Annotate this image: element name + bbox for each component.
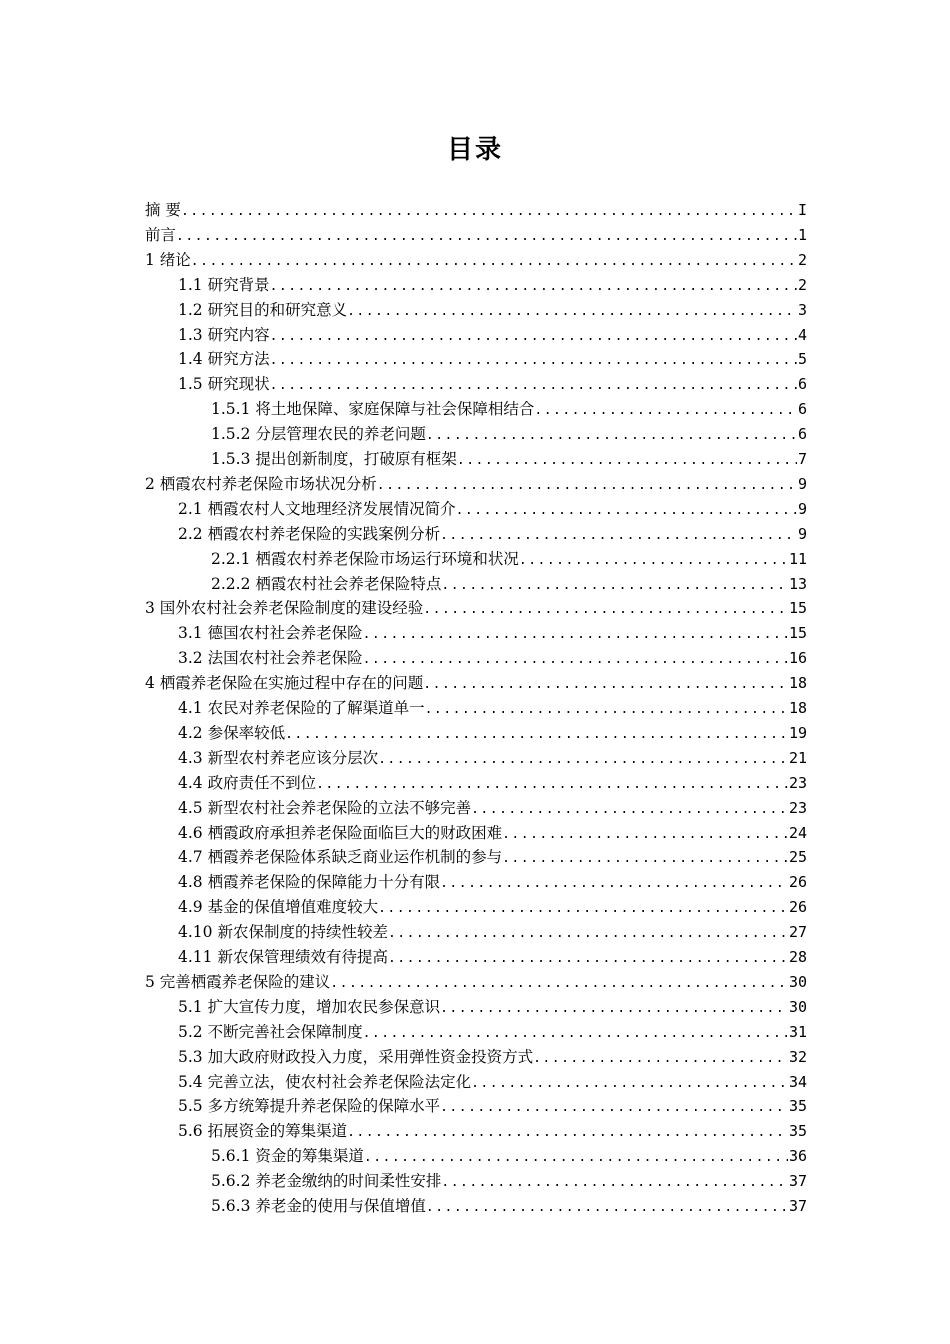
toc-entry-title: 5.6.2 养老金缴纳的时间柔性安排 [211,1169,441,1194]
toc-entry[interactable] [178,1119,807,1144]
toc-entry-title: 4.3 新型农村养老应该分层次 [178,746,378,771]
toc-entry-page-number: 28 [788,948,807,966]
toc-entry-title: 5.6.1 资金的筹集渠道 [211,1144,364,1169]
toc-entry-title: 4.11 新农保管理绩效有待提高 [178,945,388,970]
toc-entry-title: 4.9 基金的保值增值难度较大 [178,895,378,920]
toc-dot-leader [426,425,797,447]
toc-entry-title: 4.5 新型农村社会养老保险的立法不够完善 [178,796,471,821]
toc-entry[interactable] [178,870,807,895]
toc-entry-page-number: 18 [788,699,807,717]
toc-dot-leader [270,350,797,372]
toc-entry-title: 1.1 研究背景 [178,273,270,298]
toc-entry-title: 1.5 研究现状 [178,372,270,397]
toc-entry[interactable] [211,1169,807,1194]
toc-dot-leader [378,898,788,920]
toc-entry-title: 1.3 研究内容 [178,323,270,348]
toc-entry-title: 5.6.3 养老金的使用与保值增值 [211,1194,426,1219]
toc-entry-page-number: 11 [788,550,807,568]
toc-entry-title: 2 栖霞农村养老保险市场状况分析 [145,472,377,497]
toc-dot-leader [330,973,788,995]
toc-entry-title: 1.5.2 分层管理农民的养老问题 [211,422,426,447]
toc-entry[interactable] [178,323,807,348]
toc-entry-page-number: 32 [788,1048,807,1066]
toc-entry-page-number: 16 [788,649,807,667]
toc-entry-title: 4.1 农民对养老保险的了解渠道单一 [178,696,425,721]
toc-entry[interactable] [178,522,807,547]
toc-dot-leader [181,201,797,223]
toc-entry[interactable] [145,472,807,497]
toc-entry-title: 1 绪论 [145,248,191,273]
toc-dot-leader [316,774,788,796]
toc-entry[interactable] [145,596,807,621]
toc-dot-leader [456,500,797,522]
toc-entry[interactable] [178,821,807,846]
toc-dot-leader [440,525,797,547]
toc-dot-leader [347,301,797,323]
toc-dot-leader [363,1023,788,1045]
toc-dot-leader [176,226,797,248]
toc-entry[interactable] [211,397,807,422]
toc-entry[interactable] [211,1194,807,1219]
toc-entry-page-number: 9 [797,500,807,518]
toc-dot-leader [534,400,797,422]
toc-dot-leader [388,948,788,970]
toc-entry[interactable] [211,422,807,447]
toc-entry-page-number: 6 [797,425,807,443]
toc-dot-leader [502,824,788,846]
toc-entry[interactable] [178,995,807,1020]
toc-entry[interactable] [178,920,807,945]
toc-entry[interactable] [145,223,807,248]
toc-entry-page-number: 7 [797,450,807,468]
toc-entry[interactable] [211,547,807,572]
toc-dot-leader [533,1048,788,1070]
toc-entry[interactable] [178,1070,807,1095]
toc-entry[interactable] [178,796,807,821]
toc-entry-title: 4.8 栖霞养老保险的保障能力十分有限 [178,870,440,895]
toc-dot-leader [377,475,797,497]
toc-entry-page-number: 34 [788,1073,807,1091]
toc-entry-page-number: 15 [788,624,807,642]
toc-entry[interactable] [211,447,807,472]
toc-entry-page-number: 24 [788,824,807,842]
toc-entry-page-number: 6 [797,400,807,418]
toc-entry-title: 5.3 加大政府财政投入力度，采用弹性资金投资方式 [178,1045,533,1070]
toc-entry-page-number: 15 [788,599,807,617]
toc-entry-page-number: 26 [788,898,807,916]
toc-entry-title: 5.2 不断完善社会保障制度 [178,1020,363,1045]
toc-entry[interactable] [178,347,807,372]
toc-entry-page-number: 2 [797,251,807,269]
toc-dot-leader [270,375,797,397]
toc-entry-page-number: 19 [788,724,807,742]
toc-entry-title: 1.5.1 将土地保障、家庭保障与社会保障相结合 [211,397,534,422]
toc-dot-leader [363,624,788,646]
toc-dot-leader [363,649,788,671]
toc-dot-leader [471,1073,788,1095]
toc-entry-page-number: 26 [788,873,807,891]
toc-dot-leader [423,674,788,696]
toc-entry-page-number: 25 [788,848,807,866]
toc-entry-title: 4.4 政府责任不到位 [178,771,316,796]
toc-dot-leader [423,599,788,621]
toc-entry[interactable] [178,1094,807,1119]
toc-entry[interactable] [178,1020,807,1045]
toc-entry-page-number: 23 [788,799,807,817]
toc-entry-page-number: 36 [788,1147,807,1165]
toc-entry-page-number: 2 [797,276,807,294]
toc-entry-title: 4 栖霞养老保险在实施过程中存在的问题 [145,671,423,696]
toc-dot-leader [191,251,797,273]
toc-entry-page-number: 13 [788,575,807,593]
toc-entry-title: 1.2 研究目的和研究意义 [178,298,347,323]
toc-dot-leader [457,450,797,472]
toc-entry-title: 2.1 栖霞农村人文地理经济发展情况简介 [178,497,456,522]
toc-entry-title: 4.7 栖霞养老保险体系缺乏商业运作机制的参与 [178,845,502,870]
toc-dot-leader [440,1097,788,1119]
toc-entry[interactable] [145,970,807,995]
toc-entry[interactable] [178,895,807,920]
toc-dot-leader [347,1122,788,1144]
toc-dot-leader [440,873,788,895]
toc-dot-leader [471,799,788,821]
toc-entry-title: 2.2 栖霞农村养老保险的实践案例分析 [178,522,440,547]
toc-entry[interactable] [178,273,807,298]
toc-entry-title: 1.5.3 提出创新制度，打破原有框架 [211,447,457,472]
toc-entry-page-number: 5 [797,350,807,368]
toc-entry-page-number: 23 [788,774,807,792]
toc-entry[interactable] [178,298,807,323]
toc-entry[interactable] [145,198,807,223]
toc-entry-title: 5 完善栖霞养老保险的建议 [145,970,330,995]
toc-entry[interactable] [178,746,807,771]
toc-entry-page-number: 37 [788,1197,807,1215]
toc-dot-leader [519,550,788,572]
toc-entry-page-number: 35 [788,1097,807,1115]
toc-entry-title: 4.10 新农保制度的持续性较差 [178,920,388,945]
toc-entry-title: 5.5 多方统筹提升养老保险的保障水平 [178,1094,440,1119]
toc-entry-page-number: 1 [797,226,807,244]
toc-entry-title: 4.6 栖霞政府承担养老保险面临巨大的财政困难 [178,821,502,846]
toc-dot-leader [426,1197,788,1219]
toc-entry[interactable] [178,621,807,646]
toc-entry-title: 3 国外农村社会养老保险制度的建设经验 [145,596,423,621]
toc-entry-page-number: 31 [788,1023,807,1041]
toc-entry-page-number: 18 [788,674,807,692]
toc-entry-title: 前言 [145,223,176,248]
toc-entry-page-number: 4 [797,326,807,344]
toc-dot-leader [388,923,788,945]
toc-dot-leader [270,276,797,298]
toc-entry[interactable] [178,845,807,870]
toc-entry-title: 5.1 扩大宣传力度，增加农民参保意识 [178,995,440,1020]
toc-entry-page-number: 27 [788,923,807,941]
toc-entry-title: 5.6 拓展资金的筹集渠道 [178,1119,347,1144]
page-title: 目录 [446,135,503,165]
toc-dot-leader [441,575,788,597]
toc-entry[interactable] [178,696,807,721]
toc-entry-title: 1.4 研究方法 [178,347,270,372]
toc-dot-leader [364,1147,788,1169]
toc-entry-title: 3.1 德国农村社会养老保险 [178,621,363,646]
toc-entry[interactable] [178,721,807,746]
toc-entry-page-number: 9 [797,475,807,493]
toc-entry-page-number: 21 [788,749,807,767]
toc-dot-leader [502,848,788,870]
toc-dot-leader [378,749,788,771]
toc-entry[interactable] [178,771,807,796]
toc-entry-title: 3.2 法国农村社会养老保险 [178,646,363,671]
toc-entry-page-number: I [797,201,807,219]
toc-entry-page-number: 30 [788,998,807,1016]
toc-entry[interactable] [145,671,807,696]
toc-entry-title: 4.2 参保率较低 [178,721,285,746]
toc-entry-page-number: 9 [797,525,807,543]
toc-dot-leader [425,699,788,721]
toc-entry[interactable] [145,248,807,273]
toc-entry-title: 5.4 完善立法，使农村社会养老保险法定化 [178,1070,471,1095]
toc-dot-leader [441,1172,788,1194]
toc-dot-leader [440,998,788,1020]
toc-entry[interactable] [178,1045,807,1070]
toc-entry[interactable] [178,497,807,522]
toc-dot-leader [285,724,788,746]
toc-entry-page-number: 35 [788,1122,807,1140]
toc-dot-leader [270,326,797,348]
toc-entry[interactable] [178,945,807,970]
toc-entry-page-number: 37 [788,1172,807,1190]
toc-entry-title: 2.2.1 栖霞农村养老保险市场运行环境和状况 [211,547,519,572]
toc-entry-page-number: 6 [797,375,807,393]
toc-entry-title: 2.2.2 栖霞农村社会养老保险特点 [211,572,441,597]
toc-entry[interactable] [211,1144,807,1169]
toc-entry-page-number: 3 [797,301,807,319]
toc-entry-title: 摘 要 [145,198,181,223]
toc-entry[interactable] [211,572,807,597]
toc-entry[interactable] [178,372,807,397]
toc-entry[interactable] [178,646,807,671]
toc-entry-page-number: 30 [788,973,807,991]
